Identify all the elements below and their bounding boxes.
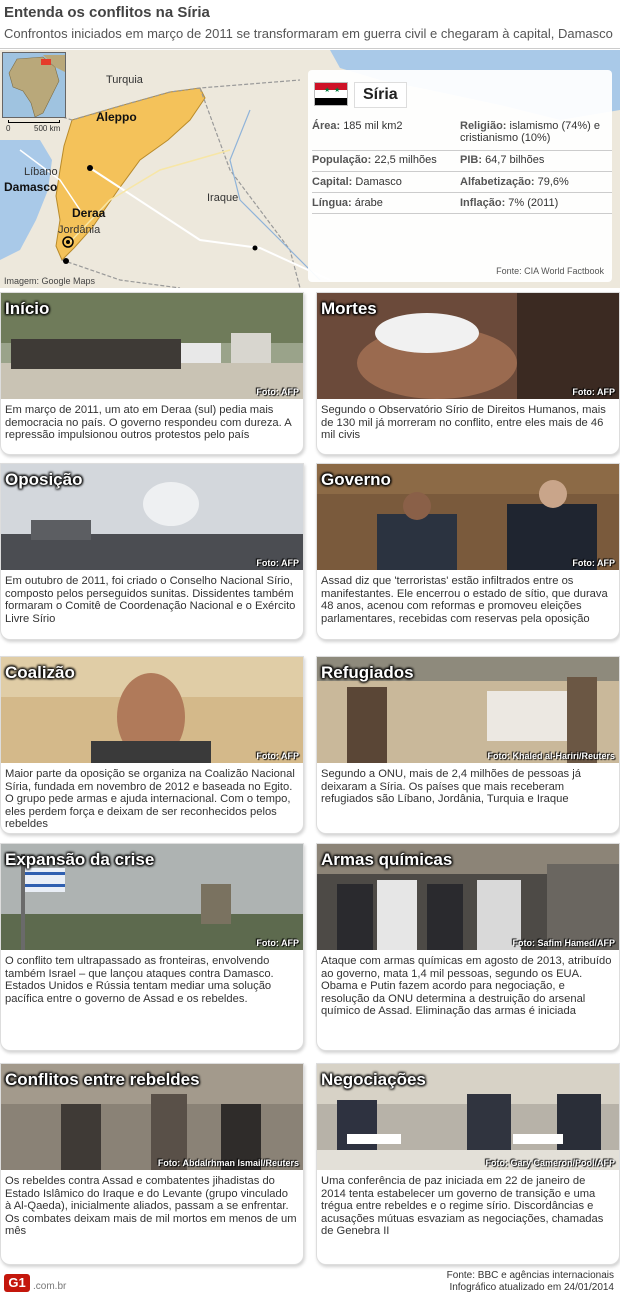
card-title-refugiados: Refugiados <box>321 663 414 682</box>
footer-source <box>447 1270 614 1294</box>
gdp-value: 64,7 bilhões <box>485 154 545 166</box>
card-text-armas: Ataque com armas químicas em agosto de 2013, atribuído ao governo, mata 1,4 mil pessoas, segundo os EUA. Obama e Putin fazem acordo para negociação, e resolução da ONU determina a destruição do arsenal químico de Assad. Eliminação das armas é iniciada <box>321 955 612 1018</box>
photo-negociacoes <box>317 1064 619 1170</box>
country-info-box <box>308 70 612 282</box>
card-conflitos <box>0 1063 304 1265</box>
map-section <box>0 50 620 288</box>
label-deraa: Deraa <box>72 206 106 220</box>
photo-mortes <box>317 293 619 399</box>
photo-credit-mortes: Foto: AFP <box>572 387 615 397</box>
literacy-value: 79,6% <box>537 176 569 188</box>
capital-value: Damasco <box>355 176 402 188</box>
population-value: 22,5 milhões <box>374 154 437 166</box>
card-negociacoes <box>316 1063 620 1265</box>
card-oposicao <box>0 463 304 640</box>
photo-credit-conflitos: Foto: Abdalrhman Ismail/Reuters <box>157 1158 299 1168</box>
facts-source: Fonte: CIA World Factbook <box>496 266 604 276</box>
page-title: Entenda os conflitos na Síria <box>4 4 210 21</box>
card-title-oposicao: Oposição <box>5 470 83 489</box>
page-subtitle: Confrontos iniciados em março de 2011 se transformaram em guerra civil e chegaram à capital, Damasco <box>4 26 613 41</box>
card-text-expansao: O conflito tem ultrapassado as fronteiras, envolvendo também Israel – que lançou ataques contra Damasco. Estados Unidos e Rússia tentam mediar uma solução pacífica entre o governo de Assad e os rebeldes. <box>5 955 274 1005</box>
language-value: árabe <box>354 197 383 209</box>
card-title-negociacoes: Negociações <box>321 1070 426 1089</box>
photo-armas <box>317 844 619 950</box>
photo-conflitos <box>1 1064 303 1170</box>
photo-expansao <box>1 844 303 950</box>
scale-start: 0 <box>6 124 11 133</box>
footer-source-line1: Fonte: BBC e agências internacionais <box>446 1270 614 1281</box>
card-text-coalizao: Maior parte da oposição se organiza na Coalizão Nacional Síria, fundada em novembro de 2012 e baseada no Egito. O grupo pede armas e ajuda internacional. Com o tempo, eles perdem força e deixam de ser reconhecidos pelos rebeldes <box>5 768 295 831</box>
country-name: Síria <box>354 82 407 108</box>
religion-value: islamismo (74%) e cristianismo (10%) <box>460 120 600 144</box>
card-expansao <box>0 843 304 1051</box>
card-governo <box>316 463 620 640</box>
label-libano: Líbano <box>24 166 58 178</box>
photo-credit-negociacoes: Foto: Gary Cameron/Pool/AFP <box>485 1158 615 1168</box>
syria-flag-icon: ★ ★ <box>314 82 348 106</box>
label-aleppo: Aleppo <box>96 110 137 124</box>
card-text-refugiados: Segundo a ONU, mais de 2,4 milhões de pessoas já deixaram a Síria. Os países que mais receberam refugiados são Líbano, Jordânia, Turquia e Iraque <box>321 768 581 806</box>
country-facts: Área: 185 mil km2 Religião: islamismo (74%) e cristianismo (10%) População: 22,5 milhões PIB: 64,7 bilhões Capital: Damasco Alfabetização: 79,6% Língua: árabe Inflação: 7% (2011) <box>312 120 612 214</box>
photo-governo <box>317 464 619 570</box>
label-iraque: Iraque <box>207 192 239 204</box>
scale-end: 500 km <box>34 124 61 133</box>
card-text-governo: Assad diz que 'terroristas' estão infiltrados entre os manifestantes. Ele encerrou o estado de sítio, que durava 48 anos, acenou com reformas e promoveu eleições parlamentares, recebidas com reservas pela oposição <box>321 575 608 625</box>
g1-logo[interactable]: G1 <box>4 1274 30 1292</box>
photo-oposicao <box>1 464 303 570</box>
photo-inicio <box>1 293 303 399</box>
card-text-inicio: Em março de 2011, um ato em Deraa (sul) pedia mais democracia no país. O governo respondeu com dureza. A repressão impulsionou outros protestos pelo país <box>5 404 292 442</box>
header <box>4 4 616 43</box>
card-inicio <box>0 292 304 455</box>
inflation-value: 7% (2011) <box>508 197 559 209</box>
card-title-expansao: Expansão da crise <box>5 850 155 869</box>
label-jordania: Jordânia <box>58 224 101 236</box>
card-text-conflitos: Os rebeldes contra Assad e combatentes jihadistas do Estado Islâmico do Iraque e do Levante (grupo vinculado à Al-Qaeda), inicialmente aliados, passam a se enfrentar. Os combates deixam mais de mil mortos em menos de um mês <box>5 1175 297 1238</box>
label-damasco: Damasco <box>4 180 58 194</box>
photo-credit-coalizao: Foto: AFP <box>256 751 299 761</box>
header-divider <box>0 48 620 49</box>
card-title-conflitos: Conflitos entre rebeldes <box>5 1070 200 1089</box>
photo-credit-expansao: Foto: AFP <box>256 938 299 948</box>
card-title-mortes: Mortes <box>321 299 377 318</box>
photo-coalizao <box>1 657 303 763</box>
area-value: 185 mil km2 <box>343 120 403 132</box>
card-title-inicio: Início <box>5 299 50 318</box>
card-title-governo: Governo <box>321 470 391 489</box>
card-mortes <box>316 292 620 455</box>
card-text-oposicao: Em outubro de 2011, foi criado o Conselho Nacional Sírio, composto pelos perseguidos sunitas. Dissidentes também formaram o Comitê de Coordenação Nacional e o Exército Livre Sírio <box>5 575 296 625</box>
footer-domain: .com.br <box>33 1281 67 1292</box>
photo-credit-governo: Foto: AFP <box>572 558 615 568</box>
card-text-negociacoes: Uma conferência de paz iniciada em 22 de janeiro de 2014 tenta estabelecer um governo de transição e uma trégua entre rebeldes e o regime sírio. Discordâncias e acusações mútuas esvaziam as negociações, chamadas de Genebra II <box>321 1175 604 1238</box>
photo-credit-armas: Foto: Safim Hamed/AFP <box>512 938 615 948</box>
card-title-armas: Armas químicas <box>321 850 453 869</box>
photo-credit-inicio: Foto: AFP <box>256 387 299 397</box>
card-coalizao <box>0 656 304 834</box>
card-refugiados <box>316 656 620 834</box>
africa-inset-map <box>2 52 66 118</box>
card-armas <box>316 843 620 1051</box>
card-text-mortes: Segundo o Observatório Sírio de Direitos Humanos, mais de 130 mil já morreram no conflito, entre eles mais de 46 mil civis <box>321 404 606 442</box>
footer-source-line2: Infográfico atualizado em 24/01/2014 <box>449 1282 614 1293</box>
map-scale <box>4 120 66 132</box>
photo-credit-refugiados: Foto: Khaled al-Hariri/Reuters <box>487 751 615 761</box>
label-turquia: Turquia <box>106 74 143 86</box>
photo-refugiados <box>317 657 619 763</box>
map-credit: Imagem: Google Maps <box>4 276 96 286</box>
card-title-coalizao: Coalizão <box>5 663 75 682</box>
photo-credit-oposicao: Foto: AFP <box>256 558 299 568</box>
